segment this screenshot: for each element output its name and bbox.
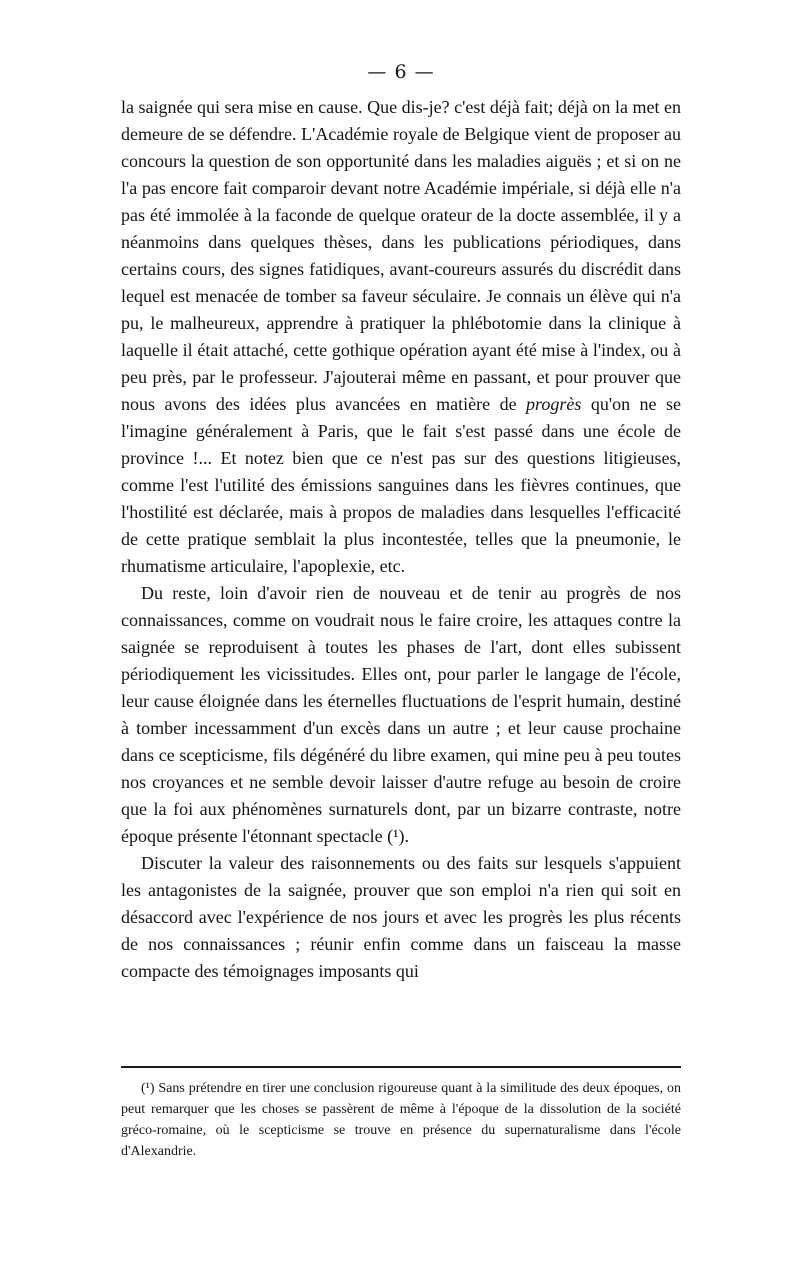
page-number: — 6 — [367, 61, 435, 83]
body-text [121, 94, 681, 985]
document-page [121, 58, 681, 1238]
paragraph-1-start: la saignée qui sera mise en cause. Que dis-je? c'est déjà fait; déjà on la met en demeure de se défendre. L'Académie royale de Belgique vient de proposer au concours la question de son opportunité dans les maladies aiguës ; et si on ne l'a pas encore fait comparoir devant notre Académie impériale, si déjà elle n'a pas été immolée à la faconde de quelque orateur de la docte assemblée, il y a néanmoins dans quelques thèses, dans les publications périodiques, dans certains cours, des signes fatidiques, avant-coureurs assurés du discrédit dans lequel est menacée de tomber sa faveur séculaire. Je connais un élève qui n'a pu, le malheureux, apprendre à pratiquer la phlébotomie dans la clinique à laquelle il était attaché, cette gothique opération ayant été mise à l'index, ou à peu près, par le professeur. J'ajouterai même en passant, et pour prouver que nous avons des idées plus avancées en matière de [121, 97, 681, 414]
paragraph-1 [121, 94, 681, 580]
italic-word: progrès [526, 394, 582, 414]
paragraph-3: Discuter la valeur des raisonnements ou des faits sur lesquels s'appuient les antagonistes de la saignée, prouver que son emploi n'a rien qui soit en désaccord avec l'expérience de nos jours et avec les progrès les plus récents de nos connaissances ; réunir enfin comme dans un faisceau la masse compacte des témoignages imposants qui [121, 853, 681, 981]
paragraph-1-end: qu'on ne se l'imagine généralement à Paris, que le fait s'est passé dans une école de province !... Et notez bien que ce n'est pas sur des questions litigieuses, comme l'est l'utilité des émissions sanguines dans les fièvres continues, que l'hostilité est déclarée, mais à propos de maladies dans lesquelles l'efficacité de cette pratique semblait la plus incontestée, telles que la pneumonie, le rhumatisme articulaire, l'apoplexie, etc. [121, 394, 681, 576]
paragraph-2: Du reste, loin d'avoir rien de nouveau et de tenir au progrès de nos connaissances, comme on voudrait nous le faire croire, les attaques contre la saignée se reproduisent à toutes les phases de l'art, dont elles subissent périodiquement les vicissitudes. Elles ont, pour parler le langage de l'école, leur cause éloignée dans les éternelles fluctuations de l'esprit humain, destiné à tomber incessamment d'un excès dans un autre ; et leur cause prochaine dans ce scepticisme, fils dégénéré du libre examen, qui mine peu à peu toutes nos croyances et ne semble devoir laisser d'autre refuge au besoin de croire que la foi aux phénomènes surnaturels dont, par un bizarre contraste, notre époque présente l'étonnant spectacle (¹). [121, 583, 681, 846]
footnote: (¹) Sans prétendre en tirer une conclusion rigoureuse quant à la similitude des deux époques, on peut remarquer que les choses se passèrent de même à l'époque de la dissolution de la société gréco-romaine, où le scepticisme se trouve en présence du supernaturalisme dans l'école d'Alexandrie. [121, 1081, 681, 1159]
footnote-divider [121, 1066, 681, 1068]
